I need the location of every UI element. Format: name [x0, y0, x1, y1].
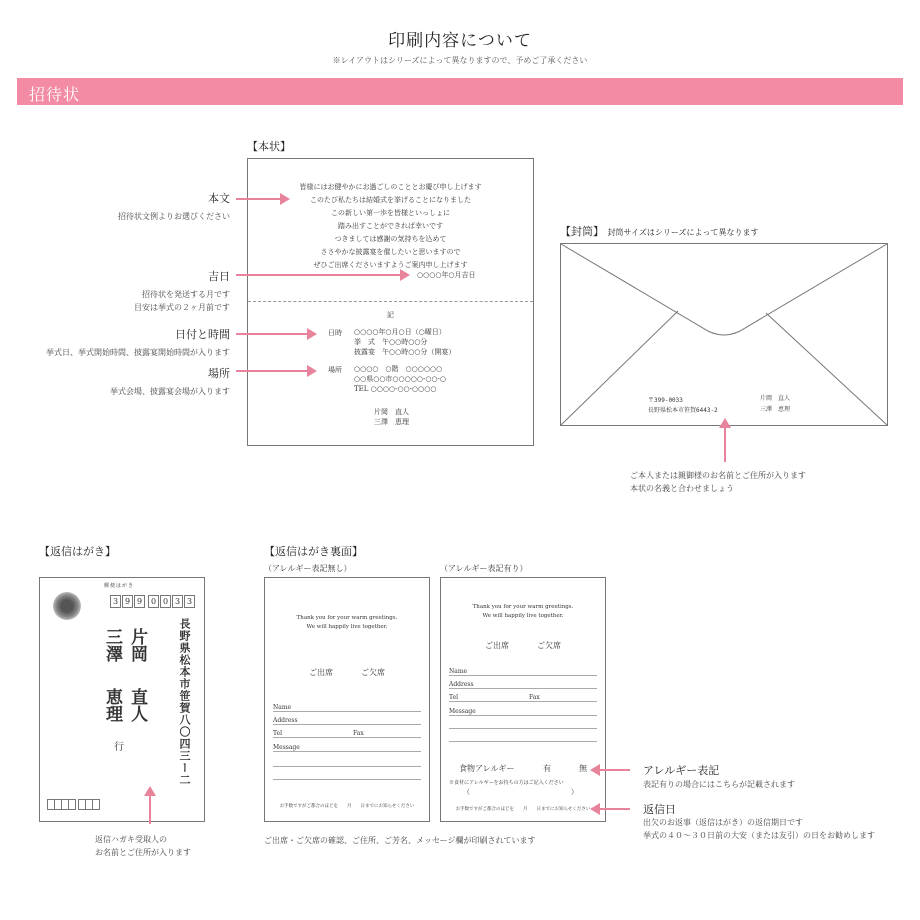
invitation-card — [247, 158, 534, 446]
greeting-line: We will happily live together. — [306, 624, 388, 630]
invitation-body — [248, 181, 533, 272]
arrow-left-icon — [592, 808, 630, 810]
postcard-front — [39, 577, 205, 822]
reply-card-no-allergy — [264, 577, 430, 822]
arrow-left-icon — [592, 769, 630, 771]
allergy-title: 食物アレルギー — [459, 764, 515, 773]
zip-code-boxes — [110, 595, 195, 608]
absent-option: ご欠席 — [537, 641, 561, 650]
place-lines — [354, 364, 446, 394]
zip-digit: 0 — [148, 595, 159, 608]
field-label: Tel — [273, 730, 283, 737]
allergy-paren-open: （ — [463, 788, 470, 796]
arrow-right-icon — [236, 370, 315, 372]
datetime-label: 日時 — [328, 329, 342, 337]
callout-label: 返信日 — [643, 803, 676, 816]
field-label: Fax — [353, 730, 364, 737]
postcard-address: 長野県松本市笹賀八〇四三ー二 — [178, 618, 191, 786]
callout-body — [20, 190, 230, 223]
callout-desc: 招待状を発送する月です — [142, 290, 230, 299]
callout-desc: 招待状文例よりお選びください — [118, 212, 230, 221]
name-line — [273, 704, 421, 712]
callout-desc: 表記有りの場合にはこちらが記載されます — [643, 780, 795, 789]
postcard-yuki: 行 — [114, 742, 124, 753]
postcard-desc — [95, 833, 191, 859]
zip-digit: 3 — [172, 595, 183, 608]
sender-zip-boxes — [47, 799, 100, 810]
callout-label: 場所 — [208, 367, 230, 380]
field-label: Fax — [529, 694, 540, 701]
datetime-line: 挙 式 午○○時○○分 — [354, 338, 428, 346]
zip-digit: 0 — [160, 595, 171, 608]
postcard-section-label: 【返信はがき】 — [39, 545, 116, 558]
body-line: ささやかな披露宴を催したいと思いますので — [320, 248, 461, 256]
body-line: この新しい第一歩を皆様といっしょに — [331, 209, 450, 217]
page-title: 印刷内容について — [388, 31, 532, 51]
callout-place — [20, 365, 230, 398]
variant-a-label: （アレルギー表記無し） — [264, 564, 352, 573]
zip-digit: 9 — [122, 595, 133, 608]
reply-card-with-allergy — [440, 577, 606, 822]
envelope-desc-line: 本状の名義と合わせましょう — [630, 484, 734, 493]
allergy-yes: 有 — [543, 764, 551, 773]
callout-desc: 出欠のお返事（返信はがき）の返信期日です — [643, 818, 803, 827]
postcard-given-name: 恵理 — [102, 688, 122, 722]
signer: 片岡 直人 — [374, 408, 409, 416]
envelope-name: 三澤 恵理 — [760, 406, 791, 413]
body-line: 皆様にはお健やかにお過ごしのこととお慶び申し上げます — [299, 183, 482, 191]
postcard-desc-line: 返信ハガキ受取人の — [95, 835, 167, 844]
blank-line — [449, 741, 597, 742]
callout-desc: 目安は挙式の２ヶ月前です — [134, 303, 230, 312]
banner-label: 招待状 — [29, 85, 81, 104]
greeting-line: Thank you for your warm greetings. — [296, 615, 398, 621]
reply-back-section-label: 【返信はがき裏面】 — [264, 545, 363, 558]
signers — [374, 407, 409, 427]
signer: 三澤 恵理 — [374, 418, 409, 426]
field-label: Address — [273, 717, 298, 724]
invitation-section-label: 【本状】 — [247, 140, 291, 153]
blank-line — [273, 766, 421, 767]
deadline-text: お手数ですがご都合のほどを 月 日までにお知らせください — [455, 807, 591, 812]
blank-line — [273, 779, 421, 780]
reply-back-desc: ご出席・ご欠席の確認、ご住所、ご芳名、メッセージ欄が印刷されています — [264, 836, 536, 845]
message-line — [273, 744, 421, 752]
zip-box — [78, 799, 86, 810]
attend-option: ご出席 — [309, 668, 333, 677]
envelope-sender-address — [648, 396, 718, 416]
envelope — [560, 243, 888, 426]
message-line — [449, 708, 597, 716]
greeting-line: We will happily live together. — [482, 613, 564, 619]
zip-box — [62, 799, 69, 810]
place-label: 場所 — [328, 366, 342, 374]
callout-label: 吉日 — [208, 270, 230, 283]
envelope-postal: 〒399-0033 — [648, 397, 683, 404]
body-line: つきましては感謝の気持ちを込めて — [334, 235, 447, 243]
envelope-address: 長野県松本市笹賀6443-2 — [648, 407, 718, 414]
callout-label: 日付と時間 — [175, 328, 230, 341]
address-line — [449, 681, 597, 689]
stamp-icon — [53, 592, 81, 620]
place-line: TEL ○○○○-○○-○○○○ — [354, 385, 437, 393]
callout-desc: 挙式会場、披露宴会場が入ります — [110, 387, 230, 396]
tel-fax-line — [273, 730, 421, 738]
zip-digit: 3 — [184, 595, 195, 608]
absent-option: ご欠席 — [361, 668, 385, 677]
deadline-callout — [643, 803, 875, 842]
section-banner — [17, 78, 903, 105]
place-line: ○○県○○市○○○○○-○○-○ — [354, 375, 447, 383]
postcard-header: 郵便はがき — [104, 583, 135, 589]
arrow-up-icon — [149, 788, 151, 824]
greeting-line: Thank you for your warm greetings. — [472, 604, 574, 610]
zip-box — [55, 799, 62, 810]
envelope-label: 【封筒】 — [560, 225, 604, 238]
zip-digit: 3 — [110, 595, 121, 608]
postcard-desc-line: お名前とご住所が入ります — [95, 848, 191, 857]
envelope-desc — [630, 469, 806, 495]
body-line: このたび私たちは結婚式を挙げることになりました — [310, 196, 471, 204]
place-line: ○○○○ ○階 ○○○○○○ — [354, 365, 443, 373]
zip-box — [86, 799, 93, 810]
field-label: Address — [449, 681, 474, 688]
body-line: ぜひご出席くださいますようご案内申し上げます — [313, 261, 468, 269]
name-line — [449, 668, 597, 676]
allergy-callout — [643, 764, 795, 792]
zip-box — [93, 799, 100, 810]
zip-box — [69, 799, 76, 810]
callout-label: 本文 — [208, 192, 230, 205]
ki-label: 記 — [387, 311, 394, 319]
field-label: Name — [273, 704, 292, 711]
callout-desc: 挙式の４０～３０日前の大安（または友引）の日をお勧めします — [643, 831, 875, 840]
dashed-divider — [248, 301, 533, 302]
tel-fax-line — [449, 694, 597, 702]
greeting — [441, 603, 605, 621]
field-label: Tel — [449, 694, 459, 701]
arrow-right-icon — [236, 274, 408, 276]
callout-datetime — [20, 326, 230, 359]
allergy-note: ※食材にアレルギーをお持ちの方はご記入ください — [449, 780, 564, 786]
allergy-paren-close: ） — [571, 788, 578, 796]
envelope-sender-names — [760, 393, 790, 415]
zip-digit: 9 — [134, 595, 145, 608]
arrow-up-icon — [724, 420, 726, 462]
envelope-name: 片岡 直人 — [760, 395, 791, 402]
address-line — [273, 717, 421, 725]
postcard-family-name: 三澤 — [102, 628, 122, 662]
body-line: 踏み出すことができれば幸いです — [338, 222, 443, 230]
zip-box — [47, 799, 55, 810]
callout-label: アレルギー表記 — [643, 764, 720, 777]
datetime-line: ○○○○年○月○日（○曜日） — [354, 328, 446, 336]
datetime-lines — [354, 327, 455, 357]
arrow-right-icon — [236, 333, 315, 335]
attend-option: ご出席 — [485, 641, 509, 650]
callout-date — [20, 268, 230, 314]
allergy-no: 無 — [579, 764, 587, 773]
postcard-given-name: 直人 — [127, 688, 147, 722]
blank-line — [449, 728, 597, 729]
layout-note: ※レイアウトはシリーズによって異なりますので、予めご了承ください — [332, 56, 588, 65]
variant-b-label: （アレルギー表記有り） — [440, 564, 528, 573]
field-label: Message — [273, 744, 300, 751]
invitation-date: ○○○○年○月吉日 — [417, 271, 476, 279]
datetime-line: 披露宴 午○○時○○分（開宴） — [354, 348, 456, 356]
field-label: Name — [449, 668, 468, 675]
callout-desc: 挙式日、挙式開始時間、披露宴開始時間が入ります — [46, 348, 230, 357]
arrow-right-icon — [236, 198, 288, 200]
field-label: Message — [449, 708, 476, 715]
envelope-note: 封筒サイズはシリーズによって異なります — [607, 228, 759, 237]
greeting — [265, 614, 429, 632]
postcard-family-name: 片岡 — [127, 628, 147, 662]
deadline-text: お手数ですがご都合のほどを 月 日までにお知らせください — [279, 804, 415, 809]
envelope-section-label — [560, 223, 758, 239]
envelope-outline-icon — [560, 243, 888, 426]
envelope-desc-line: ご本人または親御様のお名前とご住所が入ります — [630, 471, 806, 480]
